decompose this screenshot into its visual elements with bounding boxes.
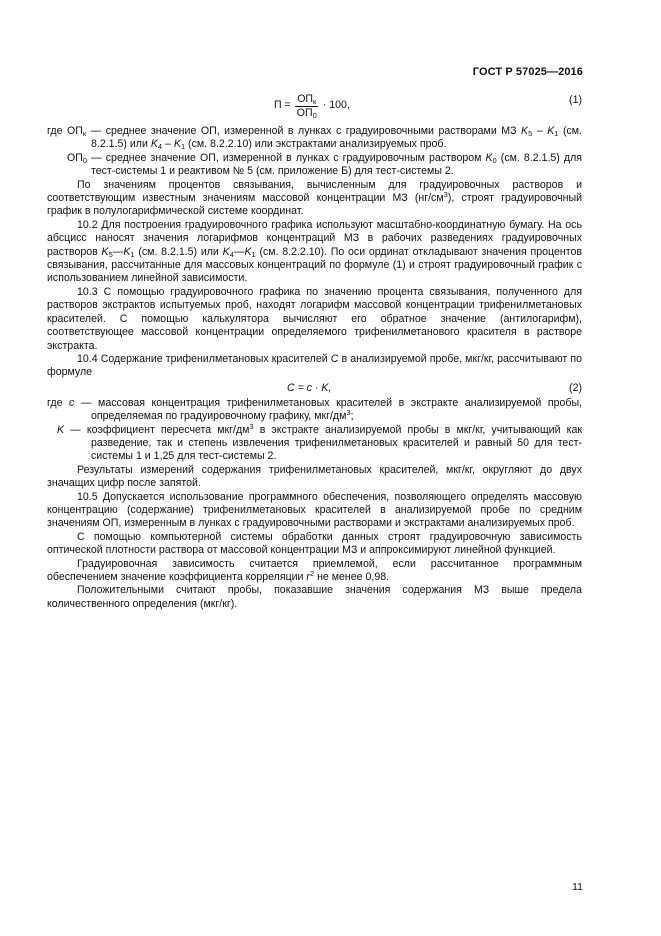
page-number: 11 [572, 881, 583, 893]
paragraph-correlation: Градуировочная зависимость считается приемлемой, если рассчитанное программным обеспечением значение коэффициента корреляции $r^2$ не менее 0,98. [47, 557, 582, 583]
paragraph-rounding: Результаты измерений содержания трифенилметановых красителей, мкг/кг, округляют до двух значащих цифр после запятой. [47, 463, 582, 490]
paragraph-binding-values: По значениям процентов связывания, вычисленным для градуировочных растворов и соответствующим известным значениям массовой концентрации МЗ $(нг/см^3)$, строят градуировочный график в полулогарифмической системе координат. [47, 178, 582, 218]
formula-1-fraction [295, 93, 319, 120]
formula-1-number: (1) [569, 94, 582, 106]
document-code: ГОСТ Р 57025—2016 [472, 66, 583, 78]
definition-k: K — коэффициент пересчета мкг/$дм^3$ в экстракте анализируемой пробы в мкг/кг, учитывающий как разведение, так и степень извлечения трифенилметановых красителей и равный 50 для тест-системы 1 и 1,25 для тест-системы 2. [57, 421, 582, 463]
paragraph-computer-system: С помощью компьютерной системы обработки данных строят градуировочную зависимость оптической плотности раствора от массовой концентрации МЗ и аппроксимируют линейной функцией. [47, 530, 582, 557]
page-body [47, 90, 582, 611]
definition-c: где c — массовая концентрация трифенилметановых красителей в экстракте анализируемой пробы, определяемая по градуировочному графику, мкг/$дм^3$; [47, 396, 582, 423]
paragraph-10-2: 10.2 Для построения градуировочного графика используют масштабно-координатную бумагу. На ось абсцисс наносят значения логарифмов концентраций МЗ в рабочих разведениях градуировочных растворов $K_5—K_1$ (см. 8.2.1.5) или $K_4—K_1$ (см. 8.2.2.10). По оси ординат откладывают значения процентов связывания, рассчитанные для массовых концентраций по формуле (1) и строят градуировочный график с использованием линейной зависимости. [47, 218, 582, 285]
formula-1-numerator: $ОП_к$ [297, 92, 317, 106]
formula-2 [47, 381, 582, 397]
definition-op-0: $ОП_0$ — среднее значение ОП, измеренной в лунках с градуировочным раствором $K_0$ (см. 8.2.1.5) для тест-системы 1 и реактивом № 5 (см. приложение Б) для тест-системы 2. [67, 151, 582, 178]
formula-1 [47, 90, 582, 122]
formula-1-denominator: $ОП_0$ [296, 106, 317, 120]
formula-1-tail: · 100, [322, 99, 350, 112]
paragraph-10-3: 10.3 С помощью градуировочного графика по значению процента связывания, полученного для растворов экстрактов испытуемых проб, находят логарифм массовой концентрации трифенилметановых красителей. С помощью калькулятора вычисляют его обратное значение (антилогарифм), соответствующее массовой концентрации определяемого трифенилметанового красителя в растворе экстракта. [47, 285, 582, 352]
paragraph-10-5: 10.5 Допускается использование программного обеспечения, позволяющего определять массовую концентрацию (содержание) трифенилметановых красителей в анализируемой пробе по средним значениям ОП, измеренным в лунках с градуировочными растворами и экстрактами анализируемых проб. [47, 490, 582, 530]
paragraph-10-4: 10.4 Содержание трифенилметановых красителей C в анализируемой пробе, мкг/кг, рассчитывают по формуле [47, 352, 582, 379]
formula-2-expression: C = c · K, [287, 381, 332, 394]
formula-1-lhs: П = [274, 99, 291, 112]
formula-2-number: (2) [569, 381, 582, 394]
paragraph-positive-samples: Положительными считают пробы, показавшие значения содержания МЗ выше предела количественного определения (мкг/кг). [47, 584, 582, 610]
definition-op-k: где $ОП_к$ — среднее значение ОП, измеренной в лунках с градуировочными растворами МЗ $K_5 - K_1$ (см. 8.2.1.5) или $K_4 - K_1$ (см. 8.2.2.10) или экстрактами анализируемых проб. [47, 125, 582, 152]
